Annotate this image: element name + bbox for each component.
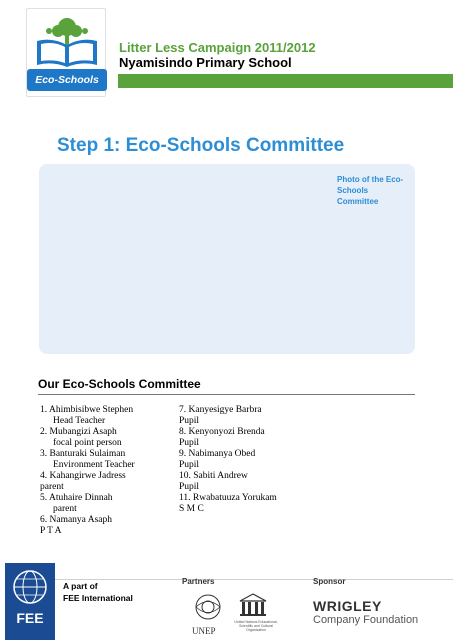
committee-member	[179, 405, 339, 427]
step-title: Step 1: Eco-Schools Committee	[57, 135, 345, 156]
member-name: 10. Sabiti Andrew	[179, 471, 248, 481]
member-role: Environment Teacher	[53, 460, 135, 470]
unep-emblem-icon	[190, 592, 226, 622]
member-role: Pupil	[179, 482, 200, 492]
member-name: 11. Rwabatuuza Yorukam	[179, 493, 277, 503]
committee-heading: Our Eco-Schools Committee	[38, 377, 201, 391]
committee-member	[40, 427, 180, 449]
partners-label: Partners	[182, 577, 215, 586]
committee-list-left	[40, 405, 180, 537]
apart-line1: A part of	[63, 581, 98, 591]
committee-member	[179, 471, 339, 493]
apart-line2: FEE International	[63, 593, 133, 603]
campaign-title: Litter Less Campaign 2011/2012	[119, 40, 316, 55]
fee-globe-icon	[5, 563, 55, 640]
committee-member	[40, 471, 180, 493]
school-name: Nyamisindo Primary School	[119, 55, 292, 70]
page-header	[0, 0, 453, 104]
member-name: 9. Nabimanya Obed	[179, 449, 256, 459]
fee-logo-text: FEE	[16, 610, 44, 626]
header-green-bar	[118, 74, 453, 88]
unesco-label: United Nations Educational, Scientific and Cultural Organization	[234, 620, 278, 632]
photo-label: Photo of the Eco-Schools Committee	[337, 175, 404, 206]
unep-label: UNEP	[192, 626, 216, 636]
member-role: Pupil	[179, 438, 200, 448]
committee-member	[179, 449, 339, 471]
wrigley-subtitle: Company Foundation	[313, 614, 419, 626]
eco-schools-tree-icon	[27, 9, 107, 69]
sponsor-label: Sponsor	[313, 577, 346, 586]
member-name: 4. Kahangirwe Jadress	[40, 471, 126, 481]
member-role: parent	[40, 482, 64, 492]
wrigley-logo-text: WRIGLEY	[313, 598, 382, 614]
member-name: 5. Atuhaire Dinnah	[40, 493, 113, 503]
committee-member	[40, 515, 180, 537]
committee-member	[179, 493, 339, 515]
member-name: 7. Kanyesigye Barbra	[179, 405, 262, 415]
member-role: focal point person	[53, 438, 122, 448]
committee-photo-placeholder	[39, 164, 415, 354]
logo-caption: Eco-Schools	[27, 69, 107, 91]
fee-international-label	[63, 580, 133, 604]
member-role: parent	[53, 504, 77, 514]
member-name: 8. Kenyonyozi Brenda	[179, 427, 265, 437]
member-role: Head Teacher	[53, 416, 106, 426]
member-name: 3. Banturaki Sulaiman	[40, 449, 126, 459]
committee-member	[40, 493, 180, 515]
committee-member	[40, 405, 180, 427]
member-role: Pupil	[179, 416, 200, 426]
member-name: 2. Mubangizi Asaph	[40, 427, 117, 437]
member-name: 6. Namanya Asaph	[40, 515, 113, 525]
eco-schools-logo	[26, 8, 106, 97]
unesco-temple-icon	[238, 592, 268, 618]
page-footer	[0, 558, 453, 640]
member-role: Pupil	[179, 460, 200, 470]
member-role: S M C	[179, 504, 204, 514]
member-role: P T A	[40, 526, 62, 536]
committee-member	[179, 427, 339, 449]
member-name: 1. Ahimbisibwe Stephen	[40, 405, 134, 415]
committee-member	[40, 449, 180, 471]
committee-list-right	[179, 405, 339, 515]
committee-divider	[38, 394, 415, 395]
